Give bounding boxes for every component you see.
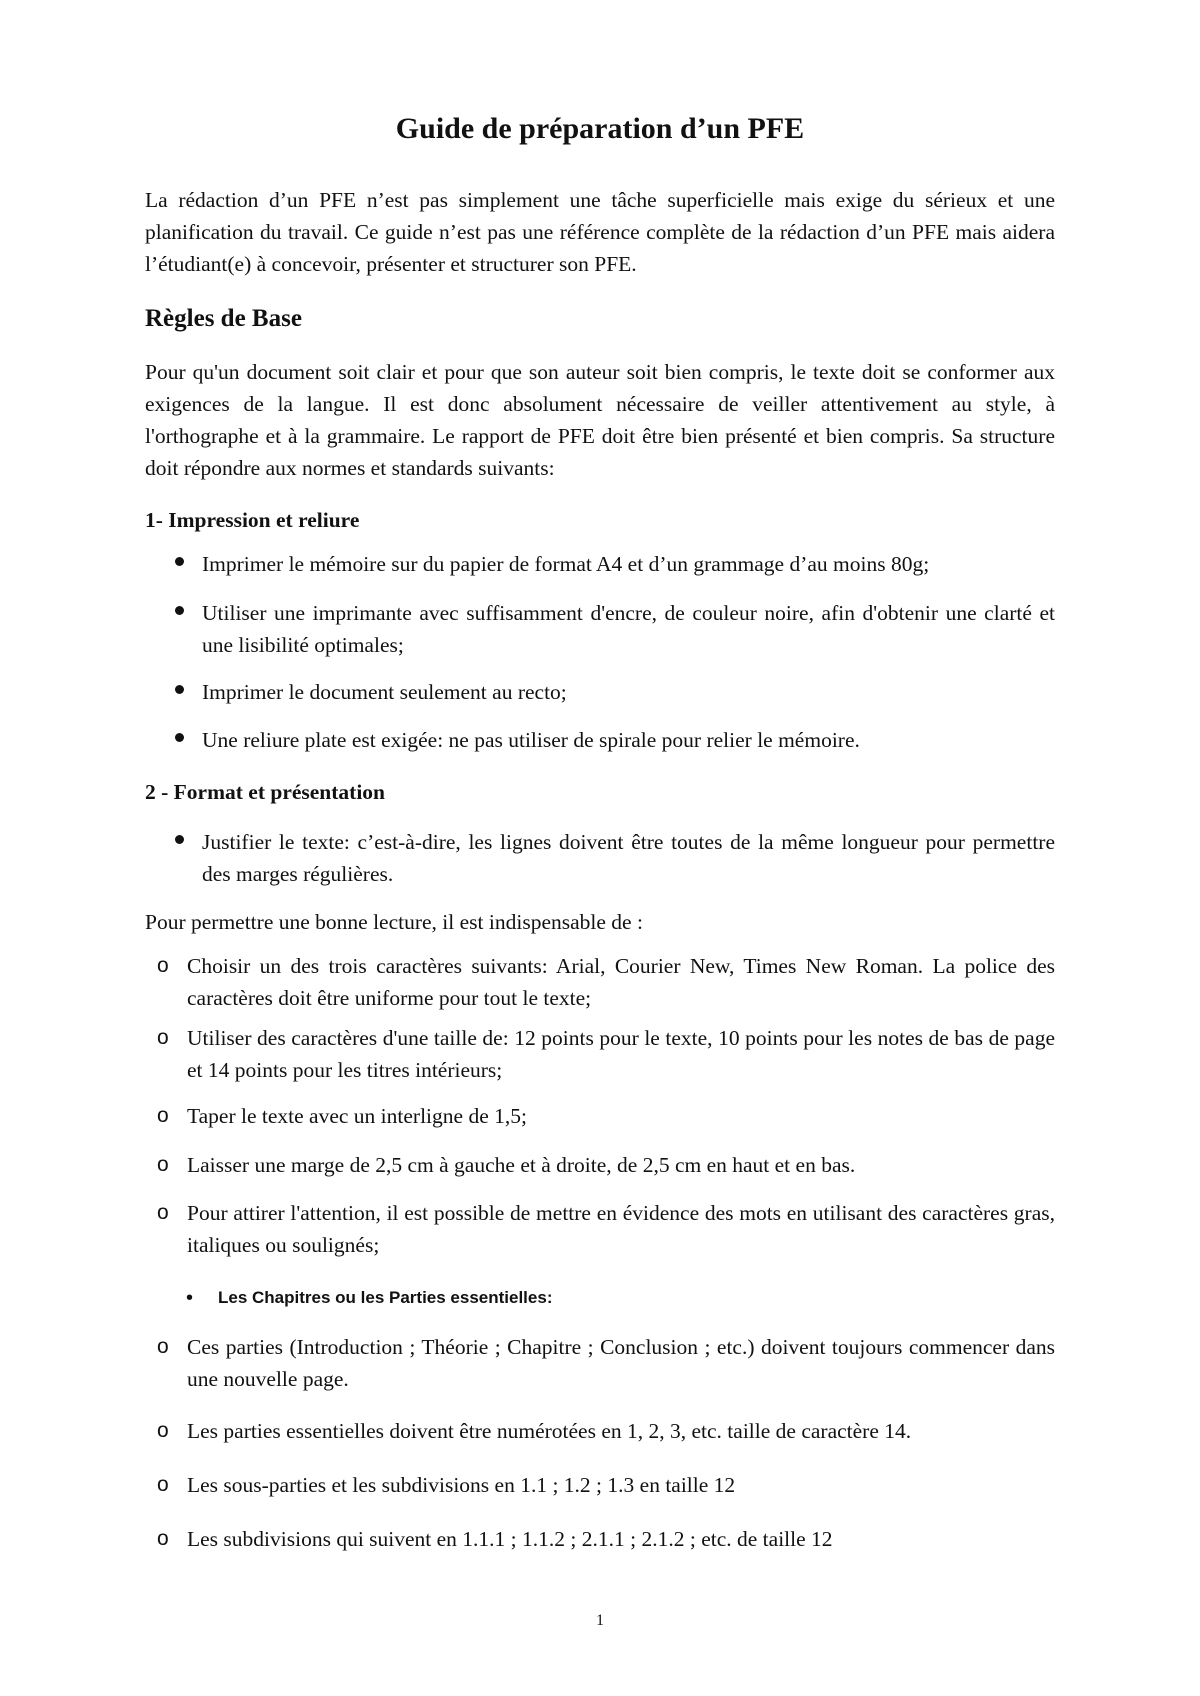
list-item-text: Taper le texte avec un interligne de 1,5; (187, 1104, 527, 1128)
section-title: Règles de Base (145, 305, 302, 332)
list-item-text: Les subdivisions qui suivent en 1.1.1 ; 1.1.2 ; 2.1.1 ; 2.1.2 ; etc. de taille 12 (187, 1527, 833, 1551)
list-item-text: Utiliser des caractères d'une taille de: 12 points pour le texte, 10 points pour les notes de bas de page et 14 points pour les titres intérieurs; (187, 1026, 1055, 1082)
circle-bullet-icon: o (157, 1201, 169, 1224)
list-item-text: Pour attirer l'attention, il est possible de mettre en évidence des mots en utilisant des caractères gras, italiques ou soulignés; (187, 1201, 1055, 1257)
list-item-text: Les parties essentielles doivent être numérotées en 1, 2, 3, etc. taille de caractère 14. (187, 1419, 912, 1443)
circle-bullet-icon: o (157, 1153, 169, 1176)
list-item-text: Imprimer le mémoire sur du papier de format A4 et d’un grammage d’au moins 80g; (202, 552, 930, 576)
list-item-text: Une reliure plate est exigée: ne pas utiliser de spirale pour relier le mémoire. (202, 728, 860, 752)
intro-paragraph: La rédaction d’un PFE n’est pas simplement une tâche superficielle mais exige du sérieux et une planification du travail. Ce guide n’est pas une référence complète de la rédaction d’un PFE mais aidera l’étudiant(e) à concevoir, présenter et structurer son PFE. (145, 188, 1055, 276)
circle-bullet-icon: o (157, 1473, 169, 1496)
subsection-title-impression: 1- Impression et reliure (145, 508, 360, 532)
bullet-icon (175, 557, 184, 566)
list-item-text: Ces parties (Introduction ; Théorie ; Chapitre ; Conclusion ; etc.) doivent toujours commencer dans une nouvelle page. (187, 1335, 1055, 1391)
list-item-text: Choisir un des trois caractères suivants: Arial, Courier New, Times New Roman. La police des caractères doit être uniforme pour tout le texte; (187, 954, 1055, 1010)
page-number: 1 (596, 1612, 604, 1629)
circle-bullet-icon: o (157, 1104, 169, 1127)
bullet-icon (175, 685, 184, 694)
document-title: Guide de préparation d’un PFE (395, 112, 805, 145)
subsection-title-format: 2 - Format et présentation (145, 780, 386, 804)
rules-paragraph: Pour qu'un document soit clair et pour que son auteur soit bien compris, le texte doit se conformer aux exigences de la langue. Il est donc absolument nécessaire de veiller attentivement au style, à l'orthographe et à la grammaire. Le rapport de PFE doit être bien présenté et bien compris. Sa structure doit répondre aux normes et standards suivants: (145, 360, 1055, 480)
circle-bullet-icon: o (157, 954, 169, 977)
small-bullet-icon: • (186, 1287, 194, 1309)
list-item-text: Utiliser une imprimante avec suffisamment d'encre, de couleur noire, afin d'obtenir une clarté et une lisibilité optimales; (202, 601, 1055, 657)
list-item-text: Imprimer le document seulement au recto; (202, 680, 567, 704)
bullet-icon (175, 835, 184, 844)
list-item-text: Justifier le texte: c’est-à-dire, les lignes doivent être toutes de la même longueur pour permettre des marges régulières. (202, 830, 1055, 886)
chapters-heading: Les Chapitres ou les Parties essentielles: (218, 1288, 553, 1307)
circle-bullet-icon: o (157, 1419, 169, 1442)
bullet-icon (175, 733, 184, 742)
list-item-text: Les sous-parties et les subdivisions en 1.1 ; 1.2 ; 1.3 en taille 12 (187, 1473, 736, 1497)
circle-bullet-icon: o (157, 1527, 169, 1550)
circle-bullet-icon: o (157, 1335, 169, 1358)
list-item-text: Laisser une marge de 2,5 cm à gauche et à droite, de 2,5 cm en haut et en bas. (187, 1153, 856, 1177)
circle-bullet-icon: o (157, 1026, 169, 1049)
bullet-icon (175, 606, 184, 615)
lecture-intro: Pour permettre une bonne lecture, il est indispensable de : (145, 910, 643, 934)
